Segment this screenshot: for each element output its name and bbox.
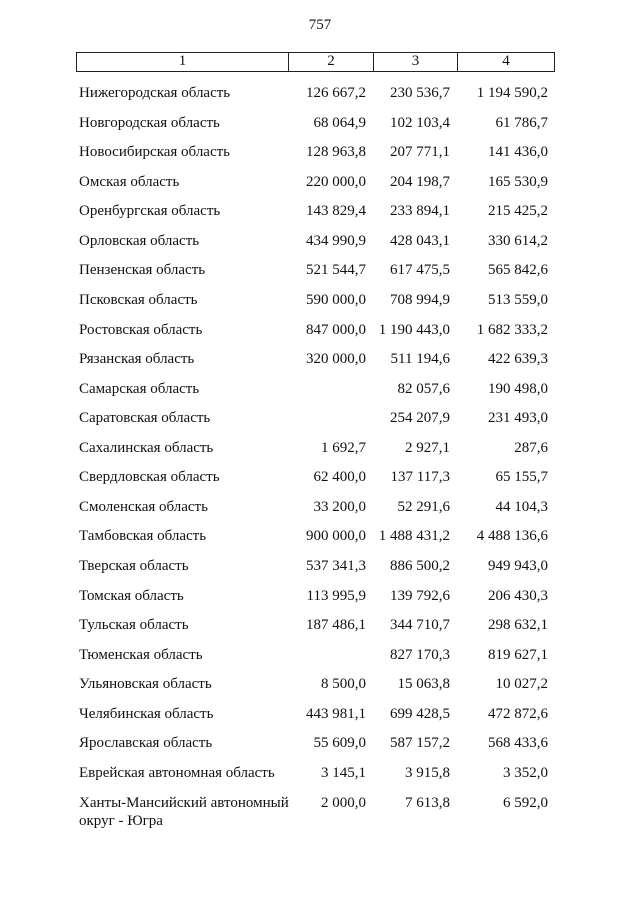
column-header-3: 3 [374, 53, 458, 71]
region-name: Ярославская область [79, 735, 213, 752]
value-col-4: 206 430,3 [488, 587, 548, 604]
value-col-3: 207 771,1 [390, 144, 450, 161]
table-row [0, 551, 640, 581]
value-col-2: 33 200,0 [313, 498, 366, 515]
value-col-4: 1 682 333,2 [476, 321, 548, 338]
value-col-2: 2 000,0 [321, 794, 366, 811]
value-col-3: 139 792,6 [390, 587, 450, 604]
table-row [0, 758, 640, 788]
value-col-4: 1 194 590,2 [476, 85, 548, 101]
table-row [0, 403, 640, 433]
value-col-2: 443 981,1 [306, 705, 366, 722]
value-col-3: 827 170,3 [390, 646, 450, 663]
value-col-4: 422 639,3 [488, 351, 548, 368]
table-row [0, 196, 640, 226]
region-name: Тульская область [79, 617, 189, 634]
region-name: Пензенская область [79, 262, 206, 279]
value-col-4: 472 872,6 [488, 705, 548, 722]
value-col-4: 513 559,0 [488, 291, 548, 308]
table-row [0, 581, 640, 611]
value-col-3: 233 894,1 [390, 203, 450, 220]
value-col-4: 330 614,2 [488, 232, 548, 249]
table-row [0, 728, 640, 758]
value-col-2: 128 963,8 [306, 144, 366, 161]
table-row [0, 433, 640, 463]
region-name: Новосибирская область [79, 144, 231, 161]
value-col-3: 3 915,8 [405, 764, 450, 781]
table-row [0, 255, 640, 285]
column-header-2: 2 [289, 53, 374, 71]
value-col-3: 1 488 431,2 [378, 528, 450, 545]
value-col-3: 82 057,6 [397, 380, 450, 397]
value-col-2: 847 000,0 [306, 321, 366, 338]
value-col-4: 568 433,6 [488, 735, 548, 752]
value-col-2: 900 000,0 [306, 528, 366, 545]
region-name: Ростовская область [79, 321, 203, 338]
region-name: Псковская область [79, 291, 198, 308]
value-col-2: 187 486,1 [306, 617, 366, 634]
value-col-2: 62 400,0 [313, 469, 366, 486]
value-col-2: 537 341,3 [306, 558, 366, 574]
region-name: Сахалинская область [79, 439, 214, 456]
value-col-2: 320 000,0 [306, 351, 366, 368]
value-col-4: 190 498,0 [488, 380, 548, 397]
table-row [0, 462, 640, 492]
table-header [76, 52, 555, 72]
value-col-3: 102 103,4 [390, 114, 450, 131]
region-name: Томская область [79, 587, 184, 604]
value-col-2: 8 500,0 [321, 676, 366, 693]
table-row [0, 285, 640, 315]
value-col-3: 137 117,3 [390, 469, 450, 486]
table-row [0, 669, 640, 699]
table-row [0, 78, 640, 108]
table-row [0, 492, 640, 522]
region-name: Тамбовская область [79, 528, 207, 545]
region-name: Ханты-Мансийский автономный округ - Югра [79, 794, 289, 829]
value-col-3: 2 927,1 [405, 439, 450, 456]
region-name: Тюменская область [79, 646, 203, 663]
value-col-4: 298 632,1 [488, 617, 548, 634]
value-col-3: 344 710,7 [390, 617, 450, 634]
value-col-4: 44 104,3 [495, 498, 548, 515]
region-name: Свердловская область [79, 469, 220, 486]
value-col-3: 254 207,9 [390, 410, 450, 427]
table-row [0, 167, 640, 197]
page-number: 757 [308, 17, 332, 33]
region-name: Челябинская область [79, 705, 214, 722]
value-col-3: 1 190 443,0 [378, 321, 450, 338]
table-body [0, 78, 640, 829]
value-col-2: 68 064,9 [313, 114, 366, 131]
value-col-3: 15 063,8 [397, 676, 450, 693]
value-col-2: 3 145,1 [321, 764, 366, 781]
value-col-3: 708 994,9 [390, 291, 450, 308]
value-col-4: 4 488 136,6 [476, 528, 548, 545]
value-col-4: 141 436,0 [488, 144, 548, 161]
column-header-1: 1 [77, 53, 289, 71]
region-name: Омская область [79, 173, 180, 190]
value-col-4: 819 627,1 [488, 646, 548, 663]
region-name: Оренбургская область [79, 203, 221, 220]
region-name: Смоленская область [79, 498, 208, 515]
region-name: Еврейская автономная область [79, 764, 275, 781]
value-col-3: 230 536,7 [390, 85, 450, 101]
table-row [0, 699, 640, 729]
value-col-4: 949 943,0 [488, 558, 548, 574]
table-row [0, 137, 640, 167]
value-col-2: 521 544,7 [306, 262, 366, 279]
region-name: Орловская область [79, 232, 200, 249]
region-name: Новгородская область [79, 114, 220, 131]
table-row [0, 521, 640, 551]
table-row [0, 610, 640, 640]
value-col-3: 52 291,6 [397, 498, 450, 515]
region-name: Нижегородская область [79, 85, 231, 101]
value-col-2: 590 000,0 [306, 291, 366, 308]
value-col-2: 220 000,0 [306, 173, 366, 190]
table-row [0, 226, 640, 256]
value-col-3: 587 157,2 [390, 735, 450, 752]
table-row [0, 344, 640, 374]
region-name: Ульяновская область [79, 676, 212, 693]
region-name: Рязанская область [79, 351, 195, 368]
value-col-4: 3 352,0 [503, 764, 548, 781]
value-col-3: 428 043,1 [390, 232, 450, 249]
value-col-4: 565 842,6 [488, 262, 548, 279]
value-col-2: 55 609,0 [313, 735, 366, 752]
table-row [0, 374, 640, 404]
value-col-2: 1 692,7 [321, 439, 366, 456]
value-col-4: 65 155,7 [495, 469, 548, 486]
value-col-2: 126 667,2 [306, 85, 366, 101]
value-col-4: 231 493,0 [488, 410, 548, 427]
table-row [0, 640, 640, 670]
value-col-2: 113 995,9 [306, 587, 366, 604]
value-col-4: 165 530,9 [488, 173, 548, 190]
region-name: Тверская область [79, 558, 189, 574]
table-row [0, 315, 640, 345]
value-col-3: 699 428,5 [390, 705, 450, 722]
value-col-4: 6 592,0 [503, 794, 548, 811]
table-row [0, 108, 640, 138]
value-col-4: 287,6 [514, 439, 548, 456]
value-col-3: 7 613,8 [405, 794, 450, 811]
value-col-3: 886 500,2 [390, 558, 450, 574]
value-col-3: 617 475,5 [390, 262, 450, 279]
value-col-3: 204 198,7 [390, 173, 450, 190]
value-col-2: 143 829,4 [306, 203, 366, 220]
table-row [0, 788, 640, 829]
region-name: Самарская область [79, 380, 200, 397]
region-name: Саратовская область [79, 410, 211, 427]
value-col-4: 10 027,2 [495, 676, 548, 693]
value-col-3: 511 194,6 [390, 351, 450, 368]
value-col-2: 434 990,9 [306, 232, 366, 249]
value-col-4: 215 425,2 [488, 203, 548, 220]
column-header-4: 4 [502, 53, 510, 69]
value-col-4: 61 786,7 [495, 114, 548, 131]
